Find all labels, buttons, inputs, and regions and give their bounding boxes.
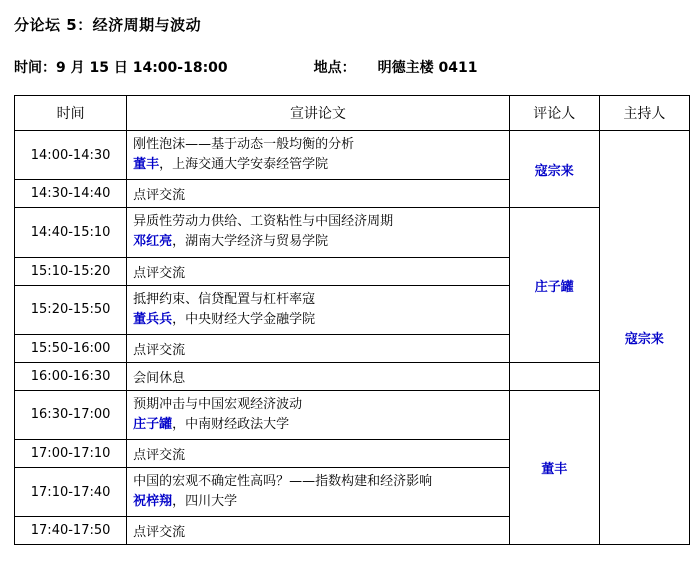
paper-author-line bbox=[133, 232, 503, 252]
paper-title: 异质性劳动力供给、工资粘性与中国经济周期 bbox=[133, 214, 394, 230]
row-time: 16:30-17:00 bbox=[15, 390, 127, 439]
session-place-label: 地点： bbox=[313, 60, 356, 76]
row-discussant: 董丰 bbox=[509, 390, 599, 545]
row-discussant: 庄子罐 bbox=[509, 208, 599, 363]
row-paper bbox=[127, 390, 510, 439]
row-paper: 点评交流 bbox=[127, 440, 510, 468]
row-paper: 点评交流 bbox=[127, 180, 510, 208]
author-affiliation: ，上海交通大学安泰经管学院 bbox=[159, 157, 329, 173]
row-paper: 点评交流 bbox=[127, 517, 510, 545]
column-header-paper: 宣讲论文 bbox=[127, 96, 510, 131]
author-name: 邓红亮 bbox=[133, 234, 173, 250]
author-affiliation: ，中央财经大学金融学院 bbox=[172, 311, 316, 327]
row-time: 14:30-14:40 bbox=[15, 180, 127, 208]
row-discussant: 寇宗来 bbox=[509, 131, 599, 208]
table-row bbox=[15, 208, 690, 257]
paper-title: 中国的宏观不确定性高吗？——指数构建和经济影响 bbox=[133, 474, 433, 490]
author-affiliation: ，四川大学 bbox=[172, 494, 238, 510]
row-paper bbox=[127, 285, 510, 334]
row-time: 17:10-17:40 bbox=[15, 468, 127, 517]
row-time: 14:40-15:10 bbox=[15, 208, 127, 257]
row-paper: 点评交流 bbox=[127, 334, 510, 362]
author-affiliation: ，中南财经政法大学 bbox=[172, 416, 290, 432]
author-affiliation: ，湖南大学经济与贸易学院 bbox=[172, 234, 329, 250]
row-time: 15:10-15:20 bbox=[15, 257, 127, 285]
page-title: 分论坛 5：经济周期与波动 bbox=[14, 16, 202, 34]
column-header-discussant: 评论人 bbox=[509, 96, 599, 131]
row-time: 17:40-17:50 bbox=[15, 517, 127, 545]
table-row bbox=[15, 390, 690, 439]
author-name: 董丰 bbox=[133, 157, 160, 173]
column-header-chair: 主持人 bbox=[599, 96, 689, 131]
paper-title: 预期冲击与中国宏观经济波动 bbox=[133, 396, 303, 412]
schedule-table bbox=[14, 95, 690, 545]
row-paper: 会间休息 bbox=[127, 362, 510, 390]
paper-title: 刚性泡沫——基于动态一般均衡的分析 bbox=[133, 137, 355, 152]
paper-author-line bbox=[133, 155, 503, 175]
author-name: 祝梓翔 bbox=[133, 494, 173, 510]
row-paper: 点评交流 bbox=[127, 257, 510, 285]
table-row bbox=[15, 362, 690, 390]
row-discussant-empty bbox=[509, 362, 599, 390]
author-name: 董兵兵 bbox=[133, 311, 173, 327]
row-paper bbox=[127, 131, 510, 180]
table-row bbox=[15, 131, 690, 180]
row-paper bbox=[127, 208, 510, 257]
session-chair: 寇宗来 bbox=[599, 131, 689, 545]
column-header-time: 时间 bbox=[15, 96, 127, 131]
table-header-row bbox=[15, 96, 690, 131]
row-paper bbox=[127, 468, 510, 517]
paper-title: 抵押约束、信贷配置与杠杆率寇 bbox=[133, 291, 316, 307]
session-time: 时间：9 月 15 日 14:00-18:00 bbox=[14, 60, 228, 76]
row-time: 16:00-16:30 bbox=[15, 362, 127, 390]
paper-author-line bbox=[133, 492, 503, 512]
paper-author-line bbox=[133, 415, 503, 435]
row-time: 15:50-16:00 bbox=[15, 334, 127, 362]
row-time: 17:00-17:10 bbox=[15, 440, 127, 468]
author-name: 庄子罐 bbox=[133, 416, 173, 432]
row-time: 15:20-15:50 bbox=[15, 285, 127, 334]
session-place-value: 明德主楼 0411 bbox=[377, 60, 478, 76]
session-meta bbox=[14, 57, 690, 77]
paper-author-line bbox=[133, 310, 503, 330]
row-time: 14:00-14:30 bbox=[15, 131, 127, 180]
